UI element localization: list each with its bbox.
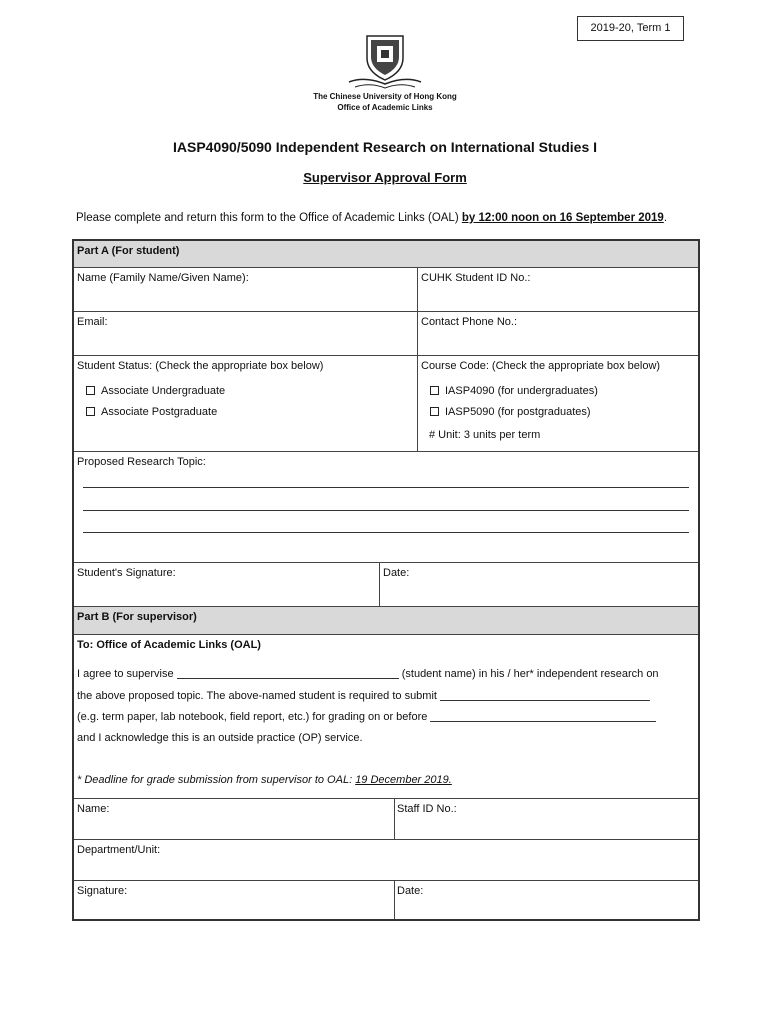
department-row	[74, 840, 698, 881]
research-topic-line[interactable]	[83, 487, 689, 488]
grade-deadline-note: * Deadline for grade submission from supervisor to OAL: 19 December 2019.	[77, 774, 452, 786]
part-b-header: Part B (For supervisor)	[74, 607, 698, 635]
checkbox-iasp4090[interactable]: IASP4090 (for undergraduates)	[430, 385, 598, 397]
supervisor-name-label: Name:	[77, 803, 110, 815]
checkbox-iasp5090[interactable]: IASP5090 (for postgraduates)	[430, 406, 591, 418]
term-badge: 2019-20, Term 1	[577, 16, 684, 41]
form-subtitle: Supervisor Approval Form	[303, 170, 467, 185]
email-label: Email:	[77, 316, 108, 328]
part-a-header: Part A (For student)	[74, 241, 698, 268]
student-id-label: CUHK Student ID No.:	[421, 272, 531, 284]
checkbox-icon	[86, 386, 95, 395]
checkbox-icon	[430, 386, 439, 395]
submission-deadline: by 12:00 noon on 16 September 2019	[461, 212, 664, 224]
student-status-label: Student Status: (Check the appropriate box below)	[77, 360, 324, 372]
unit-note: # Unit: 3 units per term	[429, 429, 541, 441]
checkbox-icon	[86, 407, 95, 416]
university-crest-logo	[345, 32, 425, 90]
supervisor-statement	[74, 635, 698, 799]
student-signature-label: Student's Signature:	[77, 567, 176, 579]
form-title: IASP4090/5090 Independent Research on International Studies I	[172, 139, 598, 155]
student-date-label: Date:	[383, 567, 410, 579]
research-topic-row	[74, 452, 698, 563]
supervisor-name-row	[74, 799, 698, 840]
agree-line-3: (e.g. term paper, lab notebook, field report, etc.) for grading on or before	[77, 711, 656, 723]
checkbox-associate-postgraduate[interactable]: Associate Postgraduate	[86, 406, 217, 418]
office-name: Office of Academic Links	[337, 103, 433, 112]
supervisor-signature-label: Signature:	[77, 885, 128, 897]
status-course-row	[74, 356, 698, 452]
intro-text: Please complete and return this form to the Office of Academic Links (OAL) by 12:00 noon on 16 September 2019.	[76, 212, 668, 224]
checkbox-associate-undergraduate[interactable]: Associate Undergraduate	[86, 385, 225, 397]
phone-label: Contact Phone No.:	[421, 316, 518, 328]
agree-line-2: the above proposed topic. The above-named student is required to submit	[77, 690, 650, 702]
student-name-blank[interactable]	[177, 669, 399, 679]
supervisor-signature-row	[74, 881, 698, 919]
department-label: Department/Unit:	[77, 844, 161, 856]
student-name-label: Name (Family Name/Given Name):	[77, 272, 249, 284]
course-code-label: Course Code: (Check the appropriate box below)	[421, 360, 661, 372]
grading-date-blank[interactable]	[430, 712, 656, 722]
research-topic-label: Proposed Research Topic:	[77, 456, 206, 468]
agree-line-1: I agree to supervise (student name) in his / her* independent research on	[77, 668, 659, 680]
student-signature-row	[74, 563, 698, 607]
student-name-row	[74, 268, 698, 312]
approval-form	[72, 239, 700, 921]
checkbox-icon	[430, 407, 439, 416]
student-contact-row	[74, 312, 698, 356]
research-topic-line[interactable]	[83, 532, 689, 533]
recipient-line: To: Office of Academic Links (OAL)	[77, 639, 261, 651]
supervisor-date-label: Date:	[397, 885, 424, 897]
staff-id-label: Staff ID No.:	[397, 803, 457, 815]
research-topic-line[interactable]	[83, 510, 689, 511]
submission-item-blank[interactable]	[440, 691, 650, 701]
agree-line-4: and I acknowledge this is an outside practice (OP) service.	[77, 732, 363, 744]
university-name: The Chinese University of Hong Kong	[313, 92, 457, 101]
